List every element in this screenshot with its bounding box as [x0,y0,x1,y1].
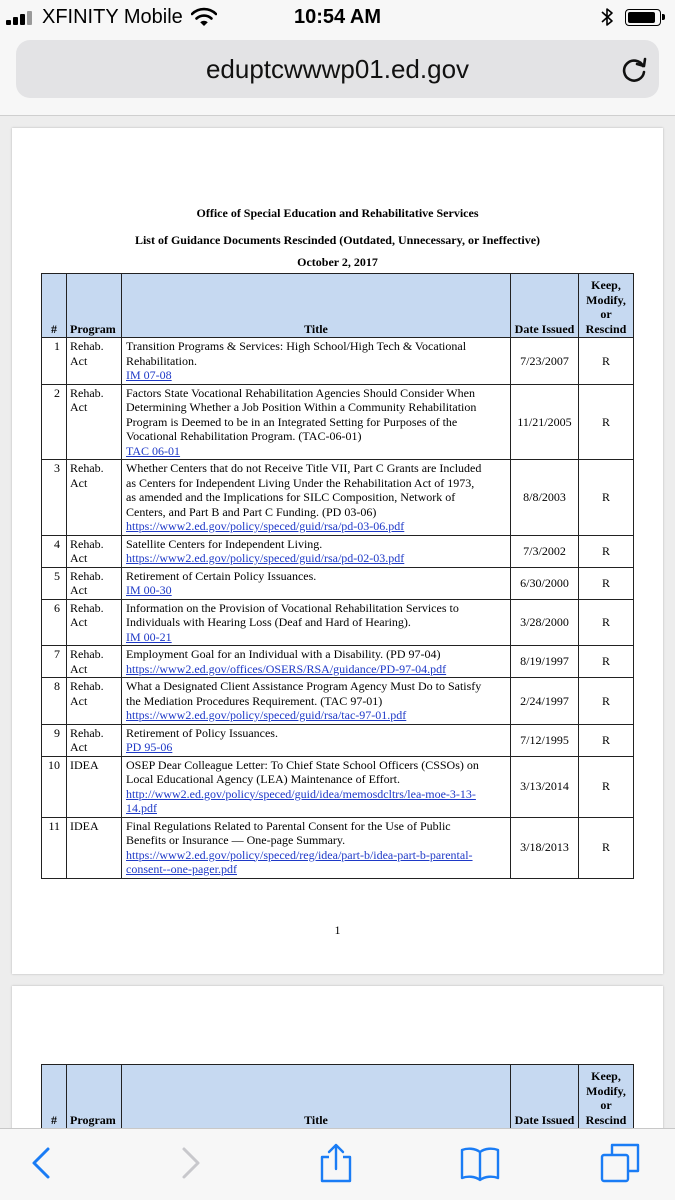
pdf-page-2 [12,986,663,1146]
title-line: What a Designated Client Assistance Program Agency Must Do to Satisfy [126,679,482,693]
header-num: # [42,1065,67,1129]
row-title [122,756,511,817]
row-title [122,724,511,756]
program-line: Rehab. [70,725,104,740]
title-line: Individuals with Hearing Loss (Deaf and Hard of Hearing). [126,615,411,629]
title-line: as Centers for Independent Living Under the Rehabilitation Act of 1973, [126,475,475,490]
row-program [67,678,122,725]
row-program [67,817,122,878]
row-number: 8 [42,678,67,725]
program-line: Act [70,353,88,368]
row-title [122,678,511,725]
rescinded-documents-table-continued [41,1064,634,1129]
status-time: 10:54 AM [293,6,382,28]
document-link[interactable]: 14.pdf [126,801,157,815]
table-row [42,646,634,678]
office-heading: Office of Special Education and Rehabilitative Services [196,206,479,220]
pdf-page-1 [12,128,663,974]
header-date-issued: Date Issued [511,274,579,338]
row-program [67,599,122,646]
table-row [42,724,634,756]
program-line: Rehab. [70,339,104,353]
row-date-issued: 3/28/2000 [511,599,579,646]
table-row [42,817,634,878]
carrier-name: XFINITY Mobile [42,6,183,28]
header-keep-line: Modify, [586,1083,626,1098]
document-link[interactable]: https://www2.ed.gov/policy/speced/guid/rsa/pd-03-06.pdf [126,519,405,533]
document-link[interactable]: IM 00-30 [126,583,172,597]
row-program [67,567,122,599]
header-keep-modify-rescind [579,1065,634,1129]
page-number: 1 [334,923,341,937]
row-date-issued: 3/18/2013 [511,817,579,878]
row-date-issued: 3/13/2014 [511,756,579,817]
header-date-issued: Date Issued [511,1065,579,1129]
row-date-issued: 7/3/2002 [511,535,579,567]
battery-level [628,12,655,23]
program-line: Act [70,661,88,676]
rescinded-documents-table [41,273,634,879]
row-number: 1 [42,338,67,385]
header-keep-modify-rescind [579,274,634,338]
header-keep-line: or [600,1098,612,1112]
url-text[interactable]: eduptcwwwp01.ed.gov [205,54,470,84]
forward-icon [170,1143,210,1183]
row-title [122,646,511,678]
title-line: Retirement of Certain Policy Issuances. [126,568,317,583]
title-line: Information on the Provision of Vocational Rehabilitation Services to [126,600,459,615]
row-program [67,756,122,817]
program-line: Rehab. [70,647,104,661]
table-header-row [42,274,634,338]
row-number: 11 [42,817,67,878]
program-line: Rehab. [70,385,104,400]
program-line: Act [70,475,88,490]
browser-toolbar [0,1128,675,1200]
title-line: Determining Whether a Job Position Within a Community Rehabilitation [126,400,477,414]
row-date-issued: 7/23/2007 [511,338,579,385]
document-link[interactable]: IM 00-21 [126,629,172,644]
bookmarks-icon[interactable] [460,1143,500,1183]
row-number: 7 [42,646,67,678]
program-line: Act [70,551,88,565]
row-number: 5 [42,567,67,599]
row-number: 4 [42,535,67,567]
row-program [67,535,122,567]
program-line: Rehab. [70,461,104,475]
program-line: Act [70,400,88,414]
row-number: 6 [42,599,67,646]
document-link[interactable]: https://www2.ed.gov/policy/speced/guid/rsa/tac-97-01.pdf [126,708,407,722]
program-line: Act [70,693,88,708]
list-title: List of Guidance Documents Rescinded (Outdated, Unnecessary, or Ineffective) [134,233,541,247]
title-line: the Mediation Procedures Requirement. (TAC 97-01) [126,693,383,708]
row-title [122,460,511,536]
row-program [67,724,122,756]
row-keep-status: R [579,599,634,646]
row-program [67,338,122,385]
share-icon[interactable] [316,1143,356,1183]
title-line: OSEP Dear Colleague Letter: To Chief State School Officers (CSSOs) on [126,757,479,772]
back-icon[interactable] [22,1143,62,1183]
row-date-issued: 7/12/1995 [511,724,579,756]
title-line: Employment Goal for an Individual with a Disability. (PD 97-04) [126,647,441,661]
row-keep-status: R [579,817,634,878]
row-keep-status: R [579,567,634,599]
header-keep-line: Rescind [585,1112,627,1127]
header-keep-line: Keep, [591,1069,621,1083]
row-number: 10 [42,756,67,817]
title-line: Rehabilitation. [126,353,197,368]
program-line: Rehab. [70,568,104,583]
row-date-issued: 11/21/2005 [511,384,579,460]
table-row [42,756,634,817]
row-keep-status: R [579,338,634,385]
row-title [122,567,511,599]
row-program [67,384,122,460]
row-keep-status: R [579,724,634,756]
address-bar[interactable] [16,40,659,98]
row-title [122,338,511,385]
table-row [42,535,634,567]
document-link[interactable]: IM 07-08 [126,368,172,382]
document-link[interactable]: consent--one-pager.pdf [126,862,237,876]
title-line: Whether Centers that do not Receive Title VII, Part C Grants are Included [126,461,482,475]
header-keep-line: or [600,307,612,321]
program-line: Rehab. [70,600,104,615]
title-line: Local Educational Agency (LEA) Maintenance of Effort. [126,772,401,786]
program-line: Act [70,583,88,597]
header-keep-line: Modify, [586,292,626,307]
header-keep-line: Rescind [585,321,627,336]
program-line: Rehab. [70,536,104,551]
document-link[interactable]: PD 95-06 [126,740,173,754]
title-line: Centers, and Part B and Part C Funding. (PD 03-06) [126,504,377,519]
title-line: Transition Programs & Services: High School/High Tech & Vocational [126,339,467,353]
row-number: 3 [42,460,67,536]
row-keep-status: R [579,646,634,678]
title-line: Program is Deemed to be in an Integrated Setting for Purposes of the [126,414,458,429]
program-line: Act [70,615,88,629]
title-line: Benefits or Insurance — One-page Summary. [126,833,346,847]
program-line: IDEA [70,757,99,772]
title-line: Factors State Vocational Rehabilitation Agencies Should Consider When [126,385,475,400]
header-keep-line: Keep, [591,278,621,292]
document-link[interactable]: http://www2.ed.gov/policy/speced/guid/idea/memosdcltrs/lea-moe-3-13- [126,786,476,801]
document-link[interactable]: https://www2.ed.gov/policy/speced/reg/idea/part-b/idea-part-b-parental- [126,847,473,862]
header-title: Title [122,1065,511,1129]
status-bar [0,0,675,34]
row-title [122,384,511,460]
table-row [42,567,634,599]
table-row [42,599,634,646]
title-line: as amended and the Implications for SILC Composition, Network of [126,490,456,504]
row-number: 2 [42,384,67,460]
title-line: Vocational Rehabilitation Program. (TAC-06-01) [126,429,362,443]
row-keep-status: R [579,460,634,536]
document-date: October 2, 2017 [297,255,378,269]
row-date-issued: 2/24/1997 [511,678,579,725]
table-row [42,384,634,460]
reload-icon[interactable] [619,55,649,85]
document-link[interactable]: https://www2.ed.gov/offices/OSERS/RSA/guidance/PD-97-04.pdf [126,661,447,676]
table-row [42,338,634,385]
document-link[interactable]: https://www2.ed.gov/policy/speced/guid/rsa/pd-02-03.pdf [126,551,405,565]
title-line: Final Regulations Related to Parental Consent for the Use of Public [126,818,451,833]
title-line: Retirement of Policy Issuances. [126,725,278,740]
header-num: # [42,274,67,338]
row-keep-status: R [579,535,634,567]
row-date-issued: 6/30/2000 [511,567,579,599]
program-line: Rehab. [70,679,104,693]
table-header-row [42,1065,634,1129]
row-title [122,599,511,646]
row-date-issued: 8/8/2003 [511,460,579,536]
table-row [42,678,634,725]
row-title [122,817,511,878]
row-keep-status: R [579,756,634,817]
row-program [67,460,122,536]
title-line: Satellite Centers for Independent Living. [126,536,323,551]
table-row [42,460,634,536]
row-title [122,535,511,567]
row-keep-status: R [579,384,634,460]
header-program: Program [67,1065,122,1129]
header-title: Title [122,274,511,338]
program-line: IDEA [70,818,99,833]
browser-address-area [0,34,675,116]
program-line: Act [70,740,88,754]
battery-icon [625,9,661,26]
row-keep-status: R [579,678,634,725]
tabs-icon[interactable] [600,1143,640,1183]
row-date-issued: 8/19/1997 [511,646,579,678]
bluetooth-icon [600,7,614,27]
header-program: Program [67,274,122,338]
row-program [67,646,122,678]
row-number: 9 [42,724,67,756]
document-link[interactable]: TAC 06-01 [126,443,181,458]
